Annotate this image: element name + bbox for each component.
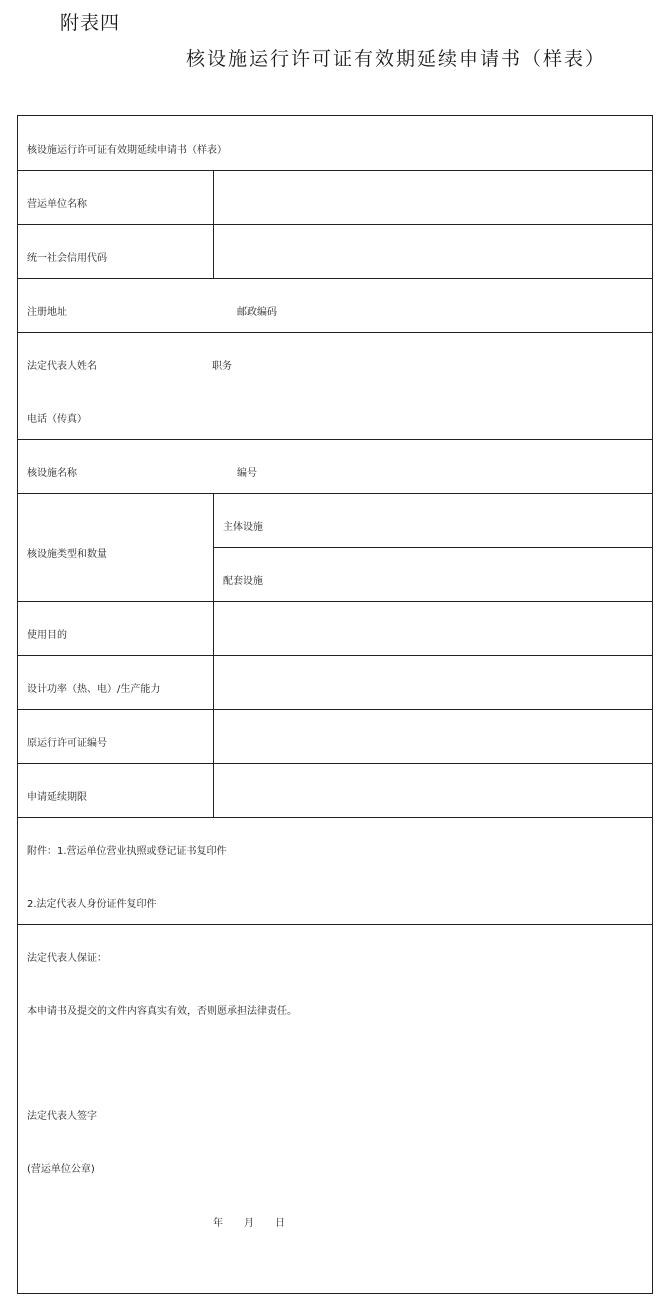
phone-label: 电话（传真）	[27, 414, 87, 425]
seal-label: (营运单位公章)	[27, 1164, 95, 1175]
appendix-label: 附表四	[60, 12, 121, 34]
credit-code-label: 统一社会信用代码	[27, 253, 107, 264]
main-facility-label: 主体设施	[223, 522, 263, 533]
guarantee-text: 本申请书及提交的文件内容真实有效，否则愿承担法律责任。	[27, 1006, 297, 1017]
operator-name-label: 营运单位名称	[27, 199, 87, 210]
postcode-label: 邮政编码	[237, 307, 277, 318]
row-divider	[18, 924, 652, 925]
position-label: 职务	[212, 361, 232, 372]
facility-type-label: 核设施类型和数量	[27, 549, 107, 560]
original-license-label: 原运行许可证编号	[27, 738, 107, 749]
application-form-table	[17, 115, 653, 1294]
row-divider	[18, 655, 652, 656]
row-divider	[18, 170, 652, 171]
column-divider	[213, 493, 214, 817]
facility-name-label: 核设施名称	[27, 468, 77, 479]
row-divider	[213, 547, 652, 548]
row-divider	[18, 332, 652, 333]
page-title: 核设施运行许可证有效期延续申请书（样表）	[186, 48, 607, 70]
date-year: 年	[213, 1218, 223, 1229]
row-divider	[18, 493, 652, 494]
row-divider	[18, 439, 652, 440]
purpose-label: 使用目的	[27, 630, 67, 641]
attachment-1: 附件：1.营运单位营业执照或登记证书复印件	[27, 846, 227, 857]
attachment-2: 2.法定代表人身份证件复印件	[27, 899, 157, 910]
design-power-label: 设计功率（热、电）/生产能力	[27, 684, 161, 695]
row-divider	[18, 601, 652, 602]
supporting-facility-label: 配套设施	[223, 576, 263, 587]
guarantee-label: 法定代表人保证：	[27, 953, 107, 964]
legal-rep-name-label: 法定代表人姓名	[27, 361, 97, 372]
row-divider	[18, 224, 652, 225]
date-day: 日	[275, 1218, 285, 1229]
address-label: 注册地址	[27, 307, 67, 318]
row-divider	[18, 817, 652, 818]
signature-label: 法定代表人签字	[27, 1111, 97, 1122]
column-divider	[213, 170, 214, 278]
row-divider	[18, 278, 652, 279]
date-month: 月	[244, 1218, 254, 1229]
row-divider	[18, 763, 652, 764]
row-divider	[18, 709, 652, 710]
form-name-label: 核设施运行许可证有效期延续申请书（样表）	[27, 145, 227, 156]
number-label: 编号	[237, 468, 257, 479]
extension-period-label: 申请延续期限	[27, 792, 87, 803]
